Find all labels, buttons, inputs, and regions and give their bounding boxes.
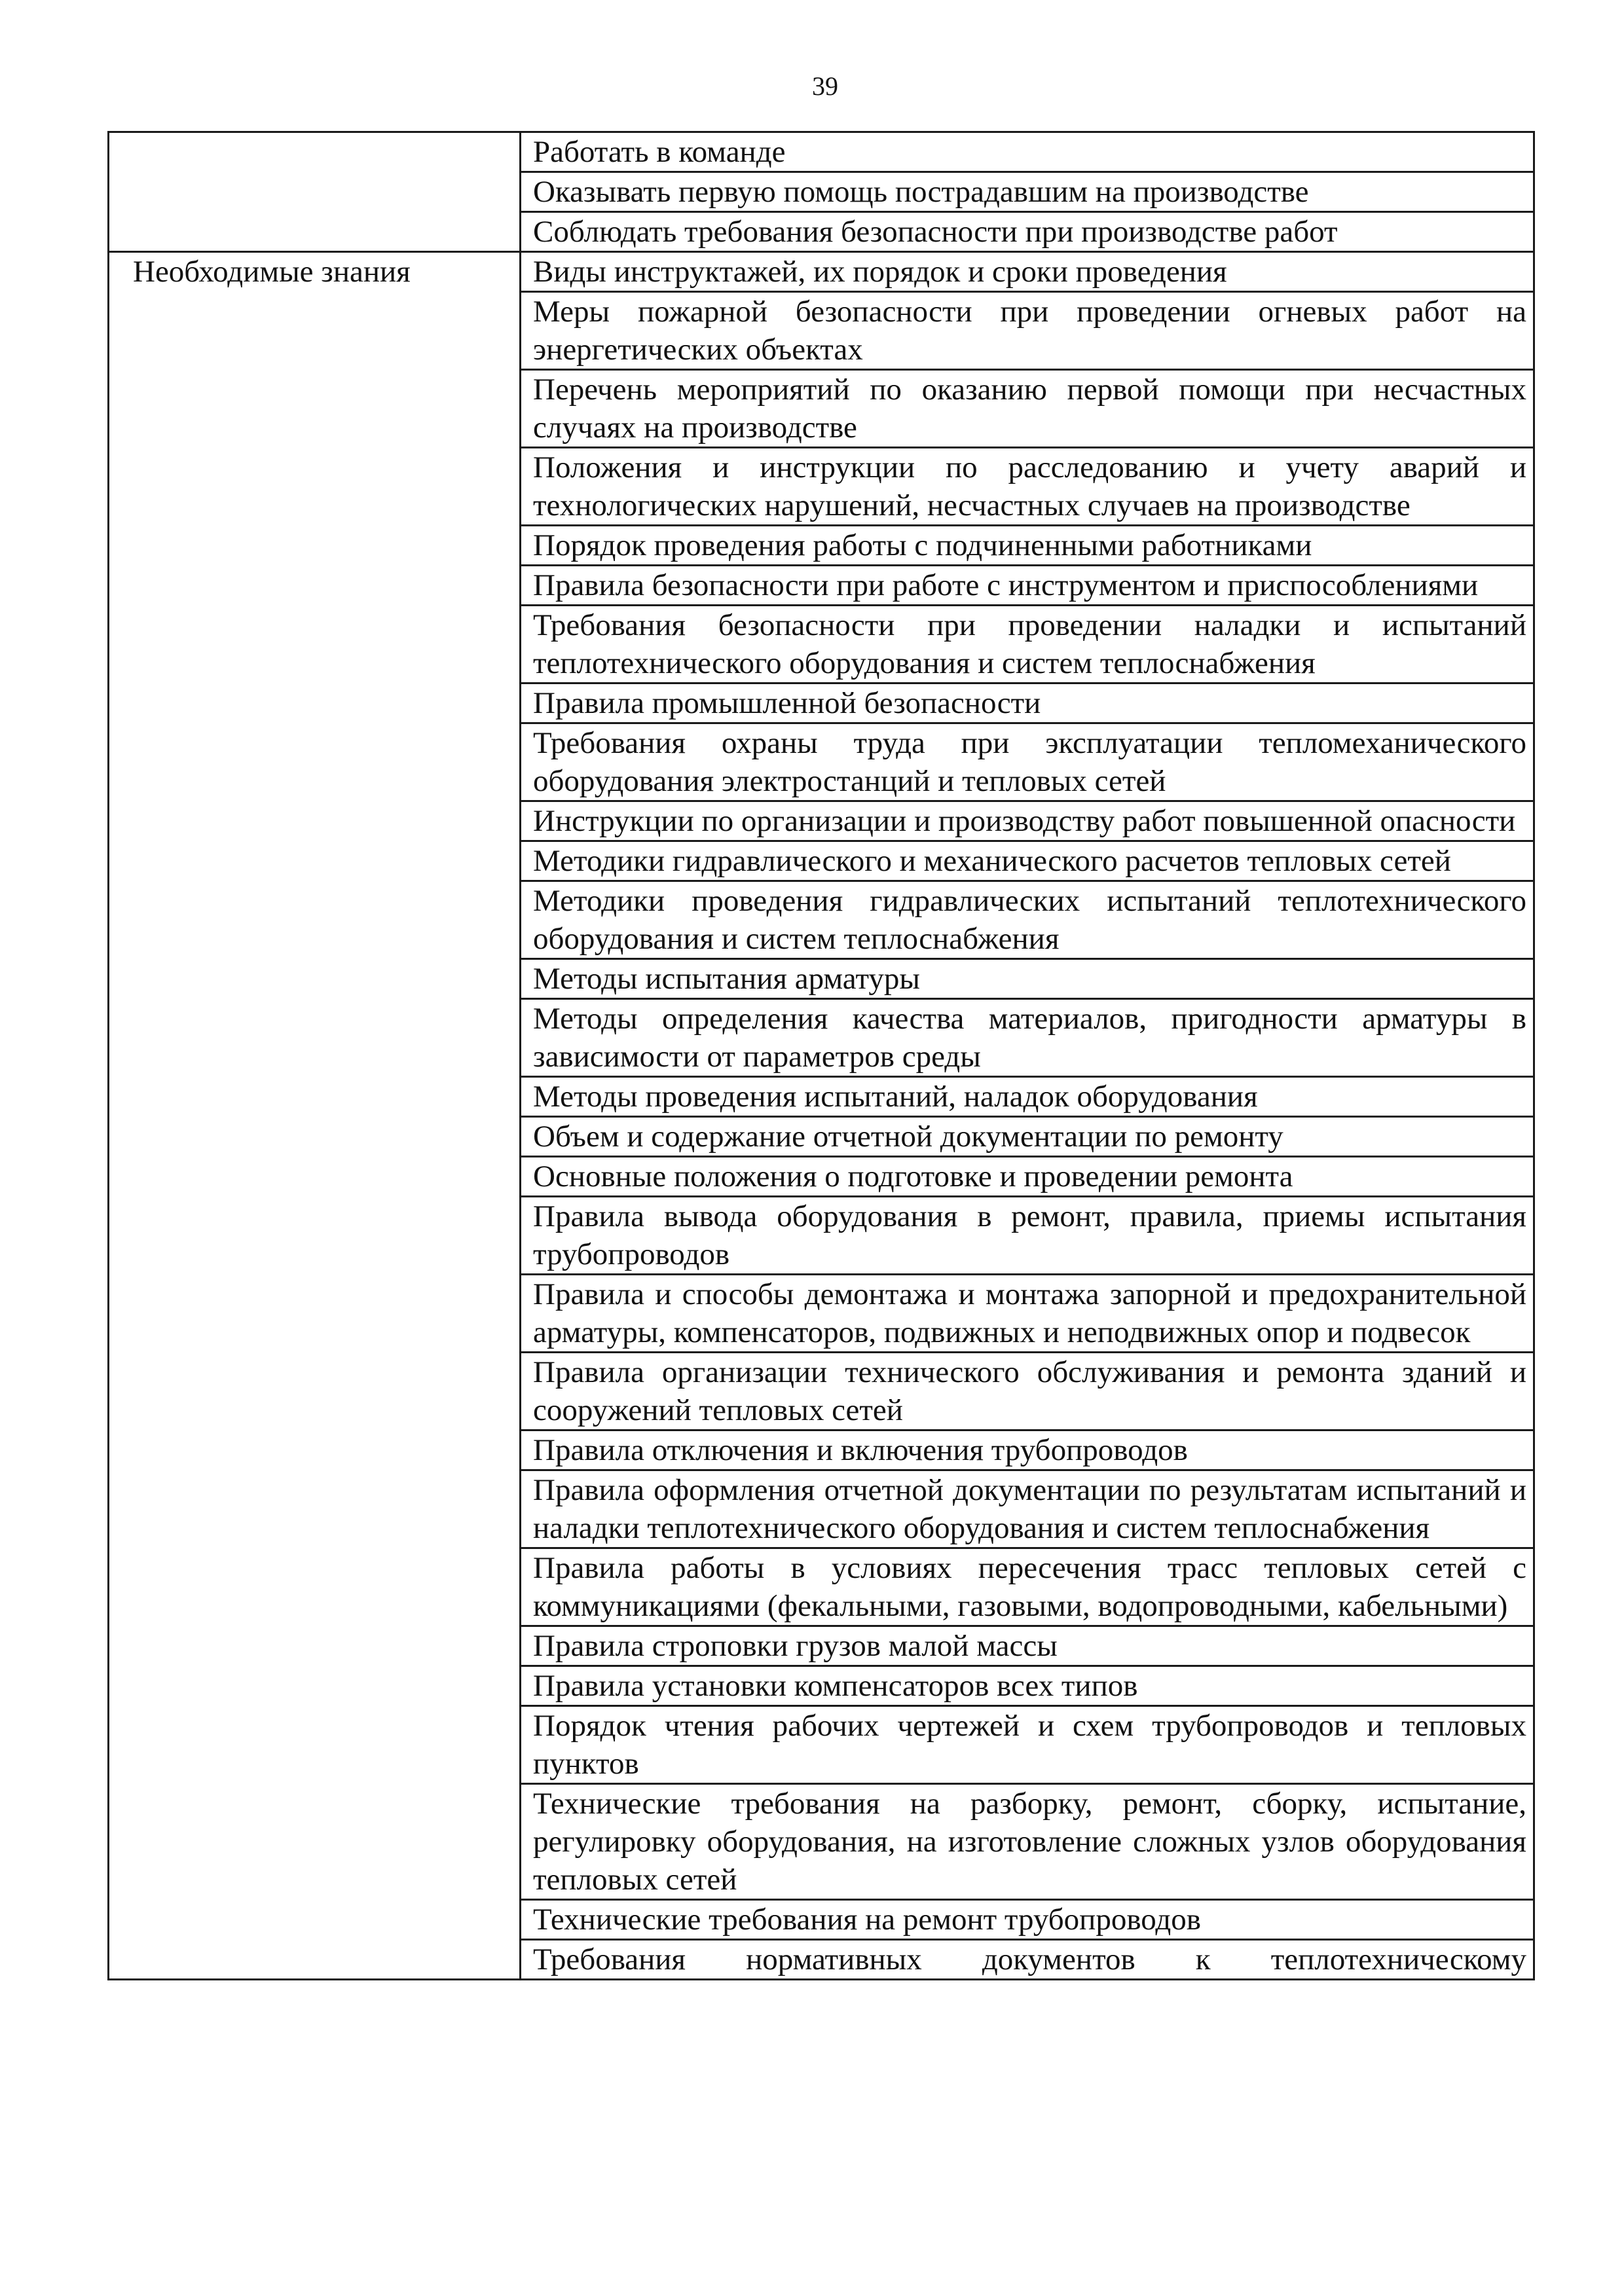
requirements-table <box>107 131 1535 1980</box>
knowledge-item: Правила безопасности при работе с инструментом и приспособлениями <box>521 566 1534 606</box>
knowledge-item: Правила организации технического обслуживания и ремонта зданий и сооружений тепловых сетей <box>521 1353 1534 1430</box>
knowledge-item: Правила установки компенсаторов всех типов <box>521 1666 1534 1706</box>
knowledge-item: Требования безопасности при проведении наладки и испытаний теплотехнического оборудования и систем теплоснабжения <box>521 606 1534 683</box>
knowledge-item: Виды инструктажей, их порядок и сроки проведения <box>521 252 1534 292</box>
skill-item: Работать в команде <box>521 132 1534 172</box>
knowledge-item: Технические требования на ремонт трубопроводов <box>521 1900 1534 1940</box>
knowledge-item: Меры пожарной безопасности при проведении огневых работ на энергетических объектах <box>521 292 1534 370</box>
knowledge-item: Правила оформления отчетной документации по результатам испытаний и наладки теплотехнического оборудования и систем теплоснабжения <box>521 1470 1534 1548</box>
table-row <box>109 132 1534 172</box>
knowledge-item: Перечень мероприятий по оказанию первой помощи при несчастных случаях на производстве <box>521 370 1534 448</box>
knowledge-item: Методы испытания арматуры <box>521 959 1534 999</box>
knowledge-item: Методики гидравлического и механического расчетов тепловых сетей <box>521 841 1534 881</box>
knowledge-item: Основные положения о подготовке и проведении ремонта <box>521 1157 1534 1197</box>
knowledge-item: Положения и инструкции по расследованию и учету аварий и технологических нарушений, несчастных случаев на производстве <box>521 448 1534 526</box>
knowledge-item: Требования охраны труда при эксплуатации тепломеханического оборудования электростанций и тепловых сетей <box>521 723 1534 801</box>
page-number: 39 <box>812 71 838 101</box>
knowledge-item: Объем и содержание отчетной документации по ремонту <box>521 1117 1534 1157</box>
knowledge-item: Правила работы в условиях пересечения трасс тепловых сетей с коммуникациями (фекальными, газовыми, водопроводными, кабельными) <box>521 1548 1534 1626</box>
skill-item: Оказывать первую помощь пострадавшим на производстве <box>521 172 1534 212</box>
empty-label-cell <box>109 132 521 252</box>
knowledge-item: Правила вывода оборудования в ремонт, правила, приемы испытания трубопроводов <box>521 1197 1534 1275</box>
table-body <box>109 132 1534 1980</box>
knowledge-item: Правила отключения и включения трубопроводов <box>521 1430 1534 1470</box>
knowledge-item: Правила промышленной безопасности <box>521 683 1534 723</box>
knowledge-item: Правила строповки грузов малой массы <box>521 1626 1534 1666</box>
knowledge-item: Правила и способы демонтажа и монтажа запорной и предохранительной арматуры, компенсаторов, подвижных и неподвижных опор и подвесок <box>521 1275 1534 1353</box>
knowledge-item: Порядок проведения работы с подчиненными работниками <box>521 526 1534 566</box>
knowledge-item: Порядок чтения рабочих чертежей и схем трубопроводов и тепловых пунктов <box>521 1706 1534 1784</box>
knowledge-item: Технические требования на разборку, ремонт, сборку, испытание, регулировку оборудования, на изготовление сложных узлов оборудования тепловых сетей <box>521 1784 1534 1900</box>
knowledge-item-continued: Требования нормативных документов к теплотехническому <box>521 1940 1534 1980</box>
knowledge-item: Методики проведения гидравлических испытаний теплотехнического оборудования и систем теплоснабжения <box>521 881 1534 959</box>
section-label: Необходимые знания <box>109 252 521 1980</box>
knowledge-item: Методы проведения испытаний, наладок оборудования <box>521 1077 1534 1117</box>
knowledge-item: Инструкции по организации и производству работ повышенной опасности <box>521 801 1534 841</box>
knowledge-item: Методы определения качества материалов, пригодности арматуры в зависимости от параметров среды <box>521 999 1534 1077</box>
table-row <box>109 252 1534 292</box>
skill-item: Соблюдать требования безопасности при производстве работ <box>521 212 1534 252</box>
